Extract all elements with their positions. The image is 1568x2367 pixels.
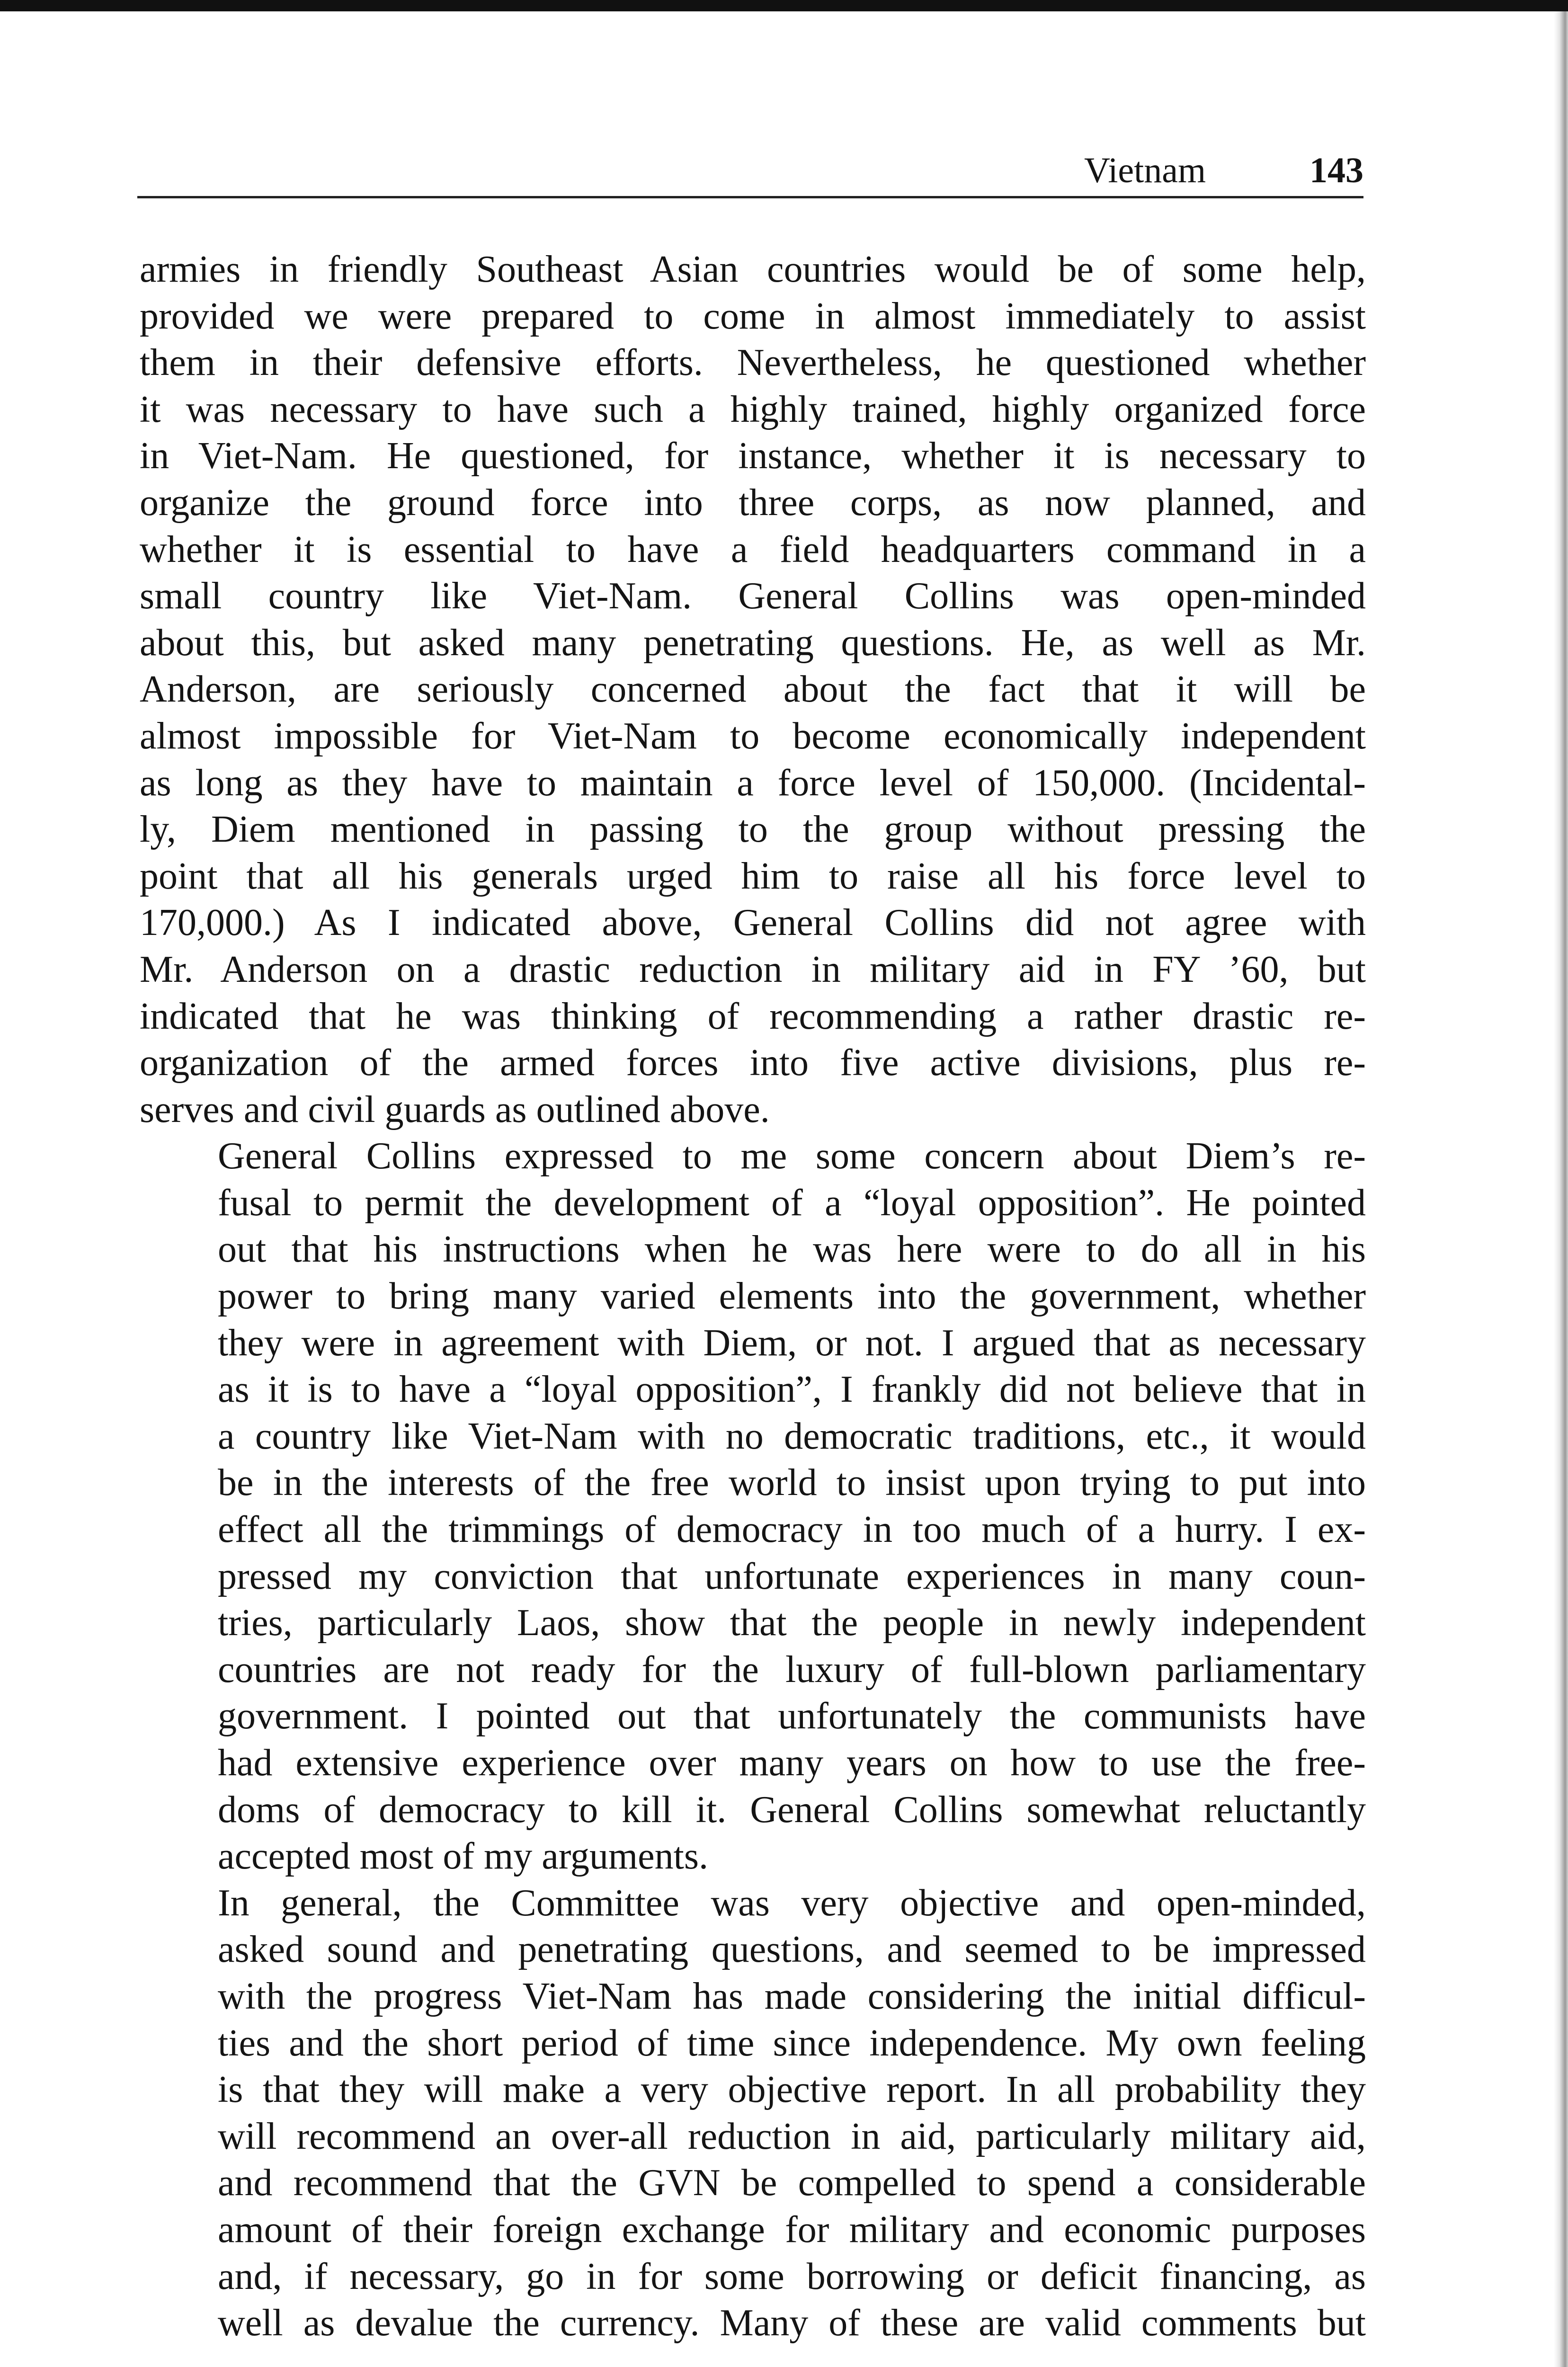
text-line: ly, Diem mentioned in passing to the group without pressing the	[140, 809, 1366, 851]
text-line: 170,000.) As I indicated above, General Collins did not agree with	[140, 902, 1366, 944]
text-line: provided we were prepared to come in almost immediately to assist	[140, 295, 1366, 337]
text-line: organization of the armed forces into five active divisions, plus re-	[140, 1042, 1366, 1084]
text-line: armies in friendly Southeast Asian countries would be of some help,	[140, 249, 1366, 290]
text-line: Mr. Anderson on a drastic reduction in military aid in FY ’60, but	[140, 948, 1366, 990]
text-line: small country like Viet-Nam. General Collins was open-minded	[140, 575, 1366, 617]
body-text	[140, 246, 1366, 2347]
text-line: pressed my conviction that unfortunate experiences in many coun-	[218, 1555, 1366, 1597]
text-line: countries are not ready for the luxury of full-blown parliamentary	[218, 1648, 1366, 1691]
text-line: about this, but asked many penetrating questions. He, as well as Mr.	[140, 622, 1366, 664]
text-line: tries, particularly Laos, show that the people in newly independent	[218, 1602, 1366, 1644]
text-line: amount of their foreign exchange for military and economic purposes	[218, 2208, 1366, 2251]
text-line: serves and civil guards as outlined above.	[140, 1088, 770, 1130]
text-line: out that his instructions when he was here were to do all in his	[218, 1228, 1366, 1271]
scan-top-border	[0, 0, 1568, 11]
text-line: asked sound and penetrating questions, and seemed to be impressed	[218, 1929, 1366, 1971]
page-number: 143	[1310, 151, 1363, 190]
text-line: fusal to permit the development of a “loyal opposition”. He pointed	[218, 1182, 1366, 1224]
text-line: as long as they have to maintain a force level of 150,000. (Incidental-	[140, 762, 1366, 804]
text-line: government. I pointed out that unfortunately the communists have	[218, 1695, 1366, 1737]
text-line: doms of democracy to kill it. General Collins somewhat reluctantly	[218, 1789, 1366, 1831]
text-line: Anderson, are seriously concerned about the fact that it will be	[140, 668, 1366, 711]
text-line: had extensive experience over many years on how to use the free-	[218, 1742, 1366, 1784]
text-line: is that they will make a very objective report. In all probability they	[218, 2069, 1366, 2111]
text-line: General Collins expressed to me some concern about Diem’s re-	[218, 1135, 1366, 1177]
text-line: and recommend that the GVN be compelled to spend a considerable	[218, 2162, 1366, 2204]
running-title: Vietnam	[1084, 151, 1206, 190]
text-line: them in their defensive efforts. Nevertheless, he questioned whether	[140, 342, 1366, 384]
text-line: In general, the Committee was very objective and open-minded,	[218, 1882, 1366, 1924]
text-line: a country like Viet-Nam with no democratic traditions, etc., it would	[218, 1415, 1366, 1457]
text-line: well as devalue the currency. Many of these are valid comments but	[218, 2302, 1366, 2344]
paragraph-3	[140, 1880, 1366, 2347]
running-head	[1084, 142, 1363, 199]
scan-page-edge	[1554, 11, 1568, 2367]
text-line: point that all his generals urged him to raise all his force level to	[140, 855, 1366, 897]
text-line: almost impossible for Viet-Nam to become economically independent	[140, 715, 1366, 757]
header-rule	[137, 196, 1363, 198]
text-line: whether it is essential to have a field headquarters command in a	[140, 528, 1366, 570]
text-line: it was necessary to have such a highly trained, highly organized force	[140, 388, 1366, 430]
text-line: effect all the trimmings of democracy in too much of a hurry. I ex-	[218, 1509, 1366, 1551]
text-line: indicated that he was thinking of recommending a rather drastic re-	[140, 995, 1366, 1037]
text-line: power to bring many varied elements into the government, whether	[218, 1275, 1366, 1317]
text-line: and, if necessary, go in for some borrowing or deficit financing, as	[218, 2255, 1366, 2297]
text-line: organize the ground force into three corps, as now planned, and	[140, 481, 1366, 524]
paragraph-1	[140, 246, 1366, 1133]
text-line: they were in agreement with Diem, or not. I argued that as necessary	[218, 1322, 1366, 1364]
text-line: be in the interests of the free world to insist upon trying to put into	[218, 1462, 1366, 1504]
text-line: with the progress Viet-Nam has made considering the initial difficul-	[218, 1975, 1366, 2017]
text-line: as it is to have a “loyal opposition”, I frankly did not believe that in	[218, 1369, 1366, 1411]
text-line: accepted most of my arguments.	[218, 1835, 709, 1878]
text-line: will recommend an over-all reduction in aid, particularly military aid,	[218, 2115, 1366, 2157]
text-line: in Viet-Nam. He questioned, for instance, whether it is necessary to	[140, 435, 1366, 477]
paragraph-2	[140, 1133, 1366, 1880]
text-line: ties and the short period of time since independence. My own feeling	[218, 2022, 1366, 2064]
